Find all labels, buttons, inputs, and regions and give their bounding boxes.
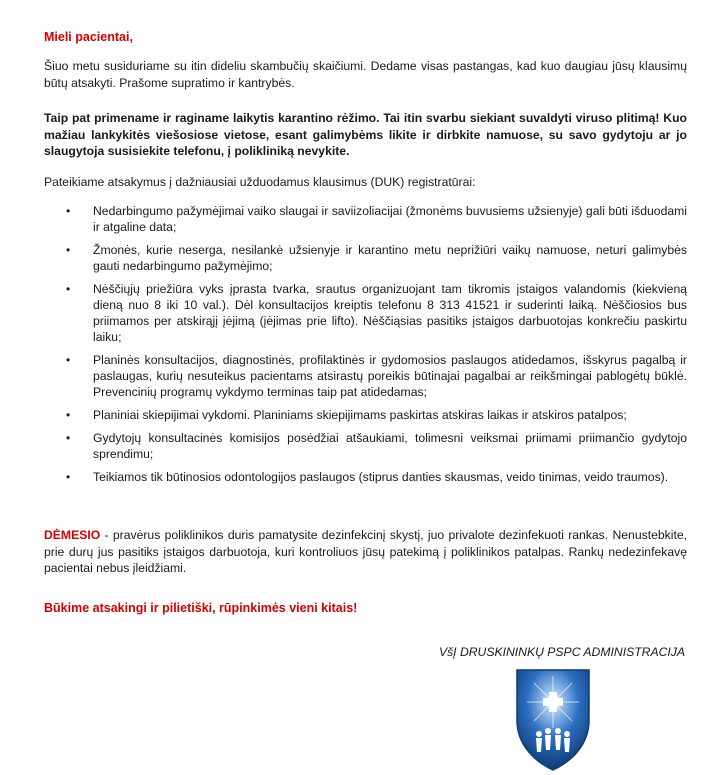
signature: VšĮ DRUSKININKŲ PSPC ADMINISTRACIJA — [438, 645, 685, 659]
greeting: Mieli pacientai, — [44, 30, 133, 44]
list-item: • Planiniai skiepijimai vykdomi. Planiniams skiepijimams paskirtas atskiras laikas ir atskiros patalpos; — [66, 408, 627, 422]
attention-paragraph — [44, 527, 687, 577]
list-item: • Nėščiųjų priežiūra vyks įprasta tvarka, srautus organizuojant tam tikromis įstaigos valandomis (kiekvieną dieną nuo 8 iki 10 val.). Dėl konsultacijos kreiptis telefonu 8 313 41521 ir suderinti laiką. Nėščiosios bus priimamos per atskirąjį įėjimą (įėjimas prie lifto). Nėščiąsias pasitiks įstaigos darbuotojas konkrečiu paskirtu laiku; — [66, 282, 687, 344]
bullet-icon: • — [66, 431, 71, 445]
bullet-icon: • — [66, 204, 71, 218]
list-item: • Teikiamos tik būtinosios odontologijos paslaugos (stiprus danties skausmas, veido tinimas, veido traumos). — [66, 470, 669, 484]
bullet-icon: • — [66, 243, 71, 257]
attention-text: - pravėrus poliklinikos duris pamatysite dezinfekcinį skystį, juo privalote dezinfekuoti rankas. Nenustebkite, prie durų jus pasitiks įstaigos darbuotoja, kuri kontroliuos jūsų patekimą į poliklinikos patalpas. Rankų nedezinfekavę pacientai nebus įleidžiami. — [44, 528, 687, 575]
faq-intro: Pateikiame atsakymus į dažniausiai užduodamus klausimus (DUK) registratūrai: — [44, 175, 476, 189]
list-item: • Nedarbingumo pažymėjimai vaiko slaugai ir saviizoliacijai (žmonėms buvusiems užsienyje) gali būti išduodami ir atgaline data; — [66, 204, 687, 234]
clinic-logo-icon — [514, 668, 592, 772]
list-item: • Gydytojų konsultacinės komisijos posėdžiai atšaukiami, tolimesni veiksmai priimami priimančio gydytojo sprendimu; — [66, 431, 687, 461]
faq-list — [44, 203, 687, 492]
list-item: • Žmonės, kurie neserga, nesilankė užsienyje ir karantino metu neprižiūri vaikų namuose, neturi galimybės gauti nedarbingumo pažymėjimo; — [66, 243, 687, 273]
bullet-icon: • — [66, 408, 71, 422]
intro-paragraph: Šiuo metu susiduriame su itin dideliu skambučių skaičiumi. Dedame visas pastangas, kad kuo daugiau jūsų klausimų būtų atsakyti. Prašome supratimo ir kantrybės. — [44, 59, 687, 90]
bullet-icon: • — [66, 353, 71, 367]
slogan: Būkime atsakingi ir pilietiški, rūpinkimės vieni kitais! — [44, 601, 358, 615]
bullet-icon: • — [66, 470, 71, 484]
attention-label: DĖMESIO — [44, 528, 101, 542]
quarantine-notice: Taip pat primename ir raginame laikytis karantino rėžimo. Tai itin svarbu siekiant suvaldyti viruso plitimą! Kuo mažiau lankykitės viešosiose vietose, esant galimybėms likite ir dirbkite namuose, su savo gydytoju ar jo slaugytoja susisiekite telefonu, į polikliniką nevykite. — [44, 111, 687, 158]
list-item: • Planinės konsultacijos, diagnostinės, profilaktinės ir gydomosios paslaugos atidedamos, išskyrus pagalbą ir paslaugas, kurių nesuteikus pacientams atsirastų poreikis būtinajai pagalbai ar reikšmingai pablogėtų būklė. Prevencinių programų vykdymo terminas taip pat atidedamas; — [66, 353, 687, 399]
bullet-icon: • — [66, 282, 71, 296]
